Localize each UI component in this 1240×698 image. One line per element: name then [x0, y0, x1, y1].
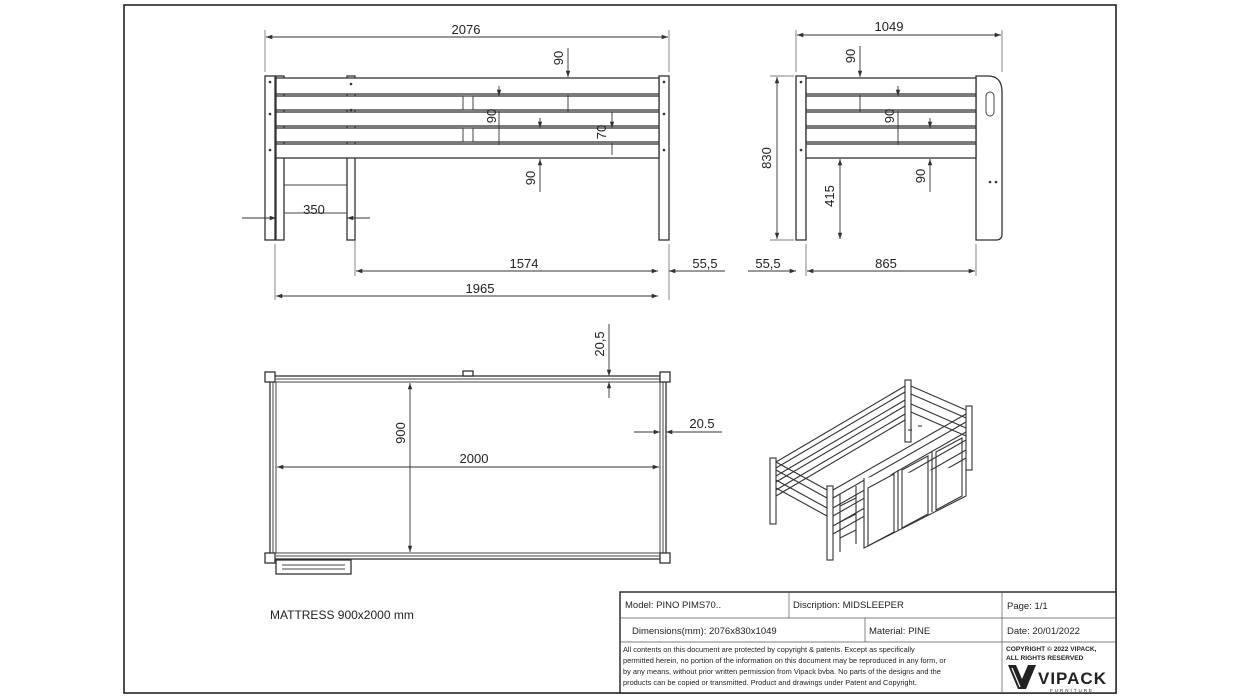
front-left-post — [265, 76, 275, 240]
tb-dimensions: Dimensions(mm): 2076x830x1049 — [632, 626, 777, 637]
front-rail-3 — [276, 112, 659, 126]
top-corner-post-tl — [265, 372, 275, 382]
tb-date: Date: 20/01/2022 — [1007, 626, 1080, 637]
dim-front-bottom-gap: 90 — [523, 170, 538, 186]
dim-top-edge-offset: 20,5 — [592, 331, 607, 357]
tb-model: Model: PINO PIMS70.. — [625, 600, 722, 611]
front-view — [265, 76, 669, 240]
dim-front-post-offset: 55,5 — [692, 256, 718, 271]
dim-front-overall-width: 2076 — [451, 22, 481, 37]
top-corner-post-br — [660, 553, 670, 563]
side-rail-5 — [806, 144, 976, 158]
title-block — [620, 592, 1116, 693]
side-top-rail — [806, 78, 976, 94]
tb-material: Material: PINE — [869, 626, 931, 637]
dim-side-top-rail-gap: 90 — [843, 48, 858, 64]
tb-legal-line-3: by any means, without prior written permission from Vipack bvba. No parts of the designs and the — [623, 667, 941, 676]
dim-side-inner-width: 865 — [875, 256, 897, 271]
top-corner-post-bl — [265, 553, 275, 563]
dim-mattress-length: 2000 — [459, 451, 489, 466]
front-right-post — [659, 76, 669, 240]
dim-front-inner-length: 1574 — [509, 256, 539, 271]
front-dimensions — [242, 22, 725, 300]
dim-top-side-offset: 20.5 — [689, 416, 715, 431]
dim-side-height: 830 — [759, 147, 774, 169]
tb-copyright-2: ALL RIGHTS RESERVED — [1006, 655, 1084, 662]
isometric-view — [770, 380, 972, 560]
dim-side-mid-gap: 90 — [882, 108, 897, 124]
top-centre-bracket — [463, 371, 473, 376]
side-rail-2 — [806, 96, 976, 110]
tb-brand: VIPACK — [1038, 669, 1107, 688]
tb-legal-line-4: products can be copied or transmitted. Product and drawings under Patent and Copyright. — [623, 678, 917, 687]
dim-front-top-rail-gap: 90 — [551, 50, 566, 66]
top-view — [265, 371, 670, 574]
tb-brand-sub: FURNITURE — [1050, 688, 1094, 693]
dim-side-post-offset: 55,5 — [755, 256, 781, 271]
dim-mattress-width: 900 — [393, 422, 408, 444]
tb-legal-line-2: permitted herein, no portion of the information on this document may be reproduced in any form, or — [623, 656, 946, 665]
front-top-rail — [276, 78, 659, 94]
dim-front-rail-gap-right: 70 — [594, 124, 609, 140]
dim-front-rail-gap-left: 90 — [484, 108, 499, 124]
side-left-post — [796, 76, 806, 240]
front-rail-2 — [276, 96, 659, 110]
tb-description: Discription: MIDSLEEPER — [793, 600, 904, 611]
dim-front-base-length: 1965 — [465, 281, 495, 296]
top-ladder — [276, 560, 351, 574]
tb-copyright-1: COPYRIGHT © 2022 VIPACK, — [1006, 646, 1097, 653]
mattress-note: MATTRESS 900x2000 mm — [270, 608, 414, 622]
dim-side-overall-width: 1049 — [874, 19, 904, 34]
dim-ladder-width: 350 — [303, 202, 325, 217]
top-corner-post-tr — [660, 372, 670, 382]
dim-side-under-height: 415 — [822, 185, 837, 207]
side-view — [796, 76, 1002, 240]
top-outer-frame — [270, 376, 666, 559]
dim-side-low-gap: 90 — [913, 168, 928, 184]
side-rail-4 — [806, 128, 976, 142]
tb-page: Page: 1/1 — [1007, 601, 1048, 612]
tb-legal-line-1: All contents on this document are protected by copyright & patents. Except as specifically — [623, 645, 915, 654]
front-rail-5 — [276, 144, 659, 158]
side-right-post — [976, 76, 1002, 240]
